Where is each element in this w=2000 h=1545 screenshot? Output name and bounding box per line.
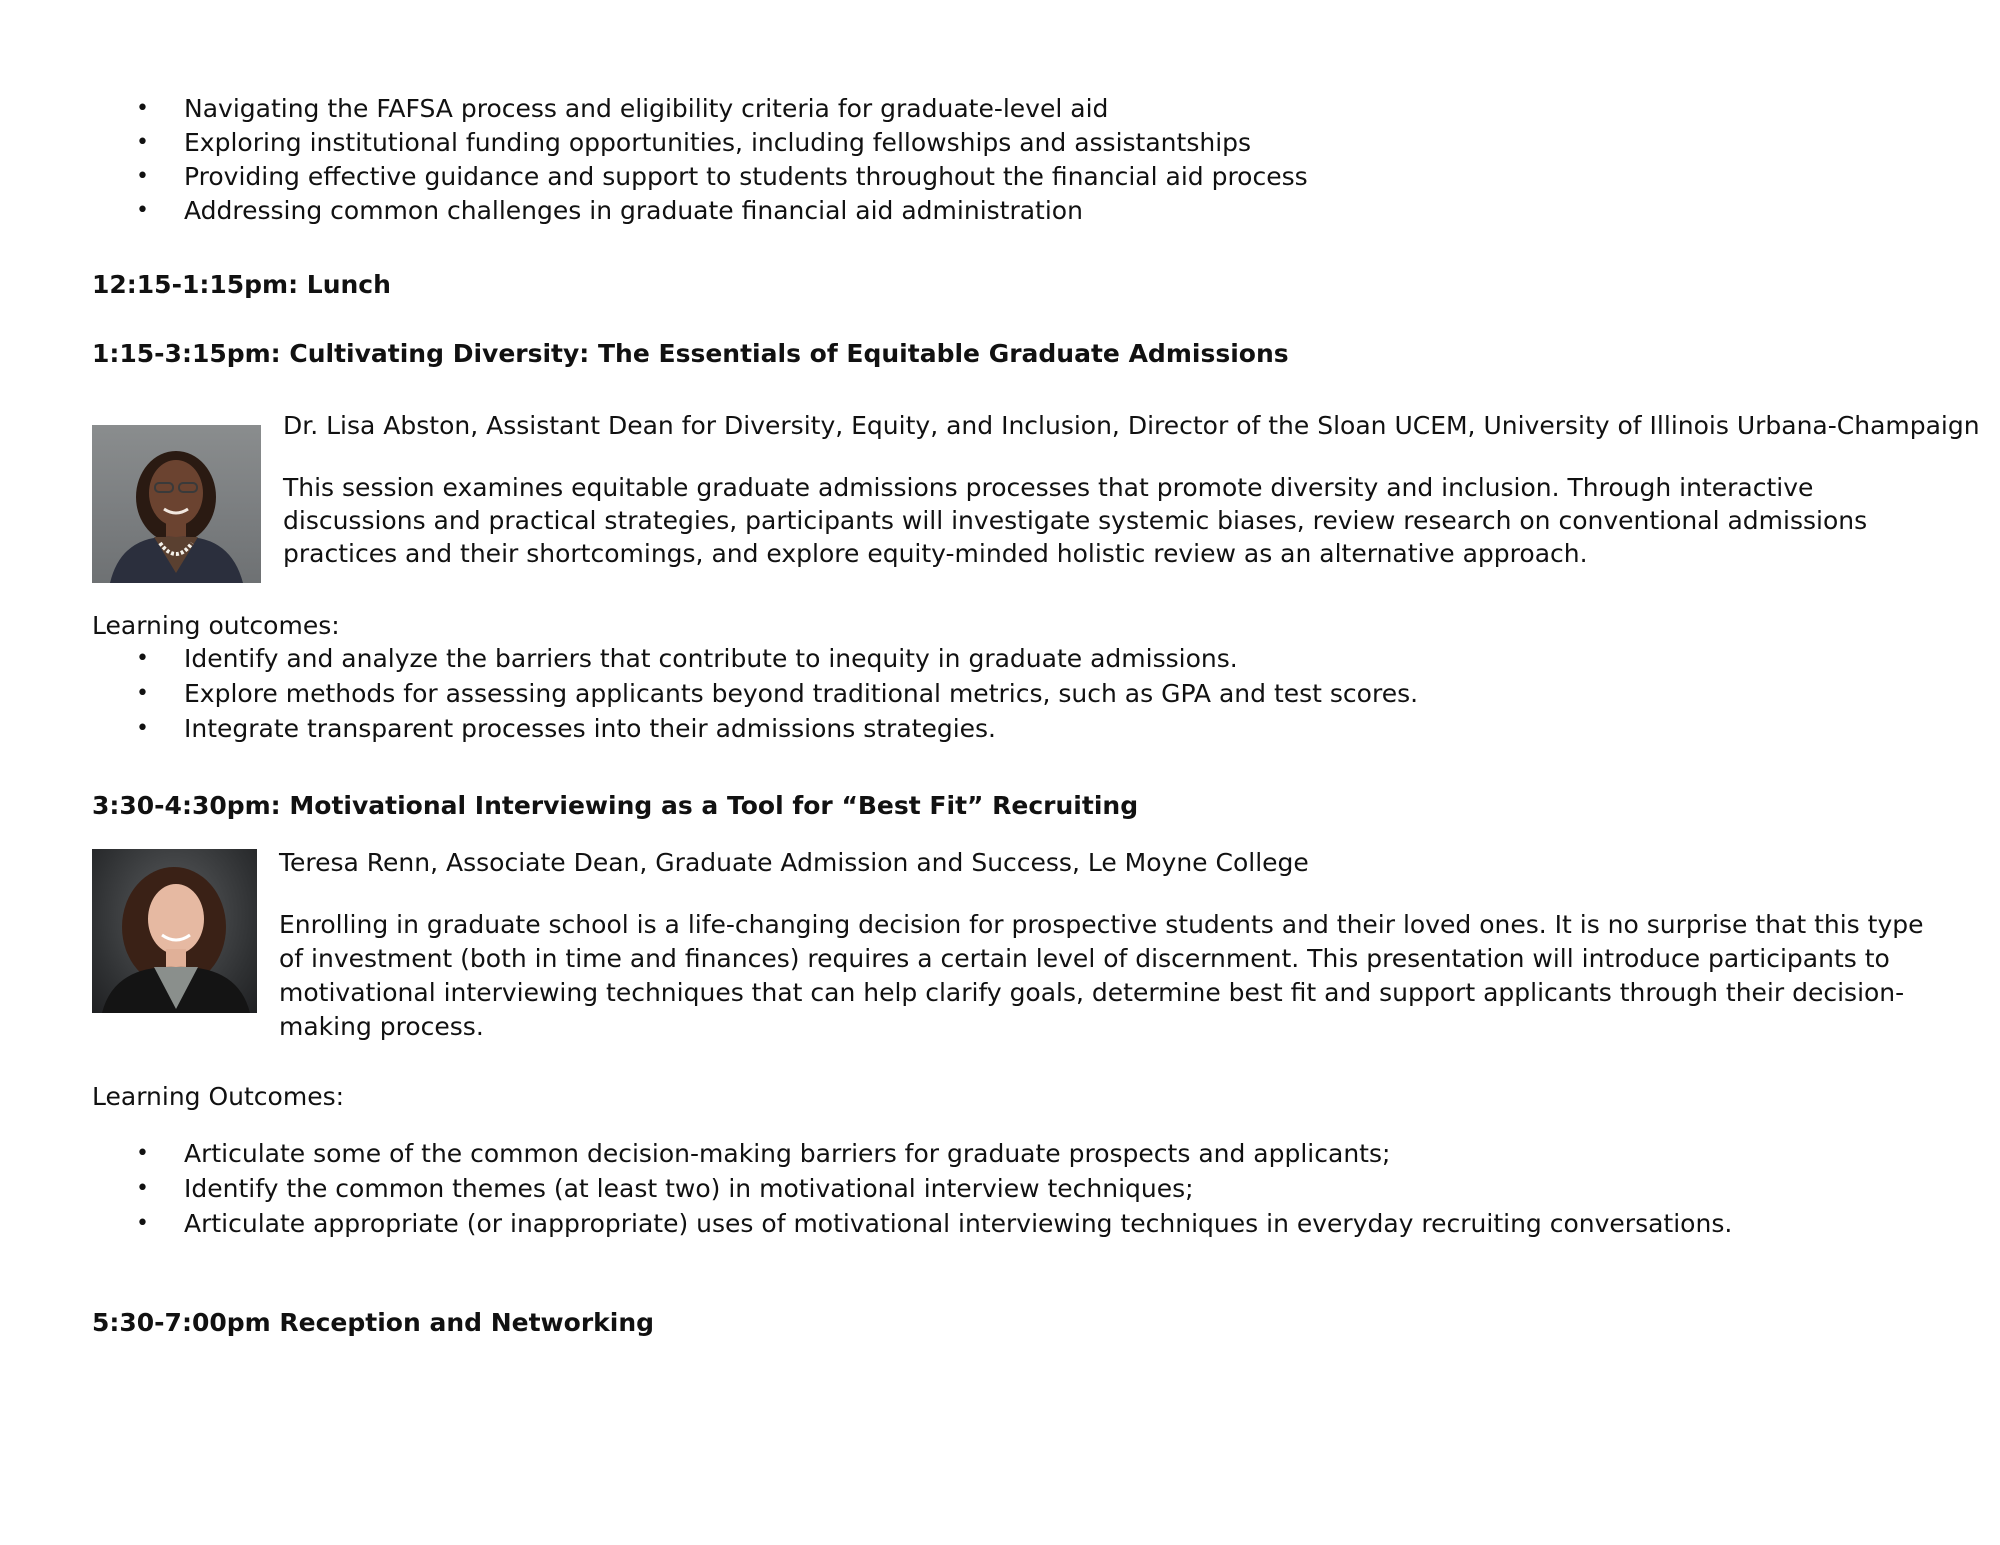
session1-outcomes-label: Learning outcomes: bbox=[92, 611, 340, 640]
speaker-name-abston: Dr. Lisa Abston, Assistant Dean for Diversity, Equity, and Inclusion, Director of the Sloan UCEM, University of Illinois Urbana-Champaign bbox=[283, 411, 1980, 440]
portrait-illustration bbox=[92, 425, 261, 583]
lunch-heading: 12:15-1:15pm: Lunch bbox=[92, 270, 391, 299]
session1-heading: 1:15-3:15pm: Cultivating Diversity: The Essentials of Equitable Graduate Admissions bbox=[92, 339, 1289, 368]
list-item: • Providing effective guidance and support to students throughout the financial aid process bbox=[92, 160, 1308, 194]
session2-description: Enrolling in graduate school is a life-changing decision for prospective students and their loved ones. It is no surprise that this type of investment (both in time and finances) requires a certain level of discernment. This presentation will introduce participants to motivational interviewing techniques that can help clarify goals, determine best fit and support applicants through their decision-making process. bbox=[279, 910, 1924, 1041]
speaker-photo-abston bbox=[92, 425, 261, 583]
speaker-name-renn: Teresa Renn, Associate Dean, Graduate Admission and Success, Le Moyne College bbox=[279, 848, 1309, 877]
financial-aid-topics-list bbox=[92, 92, 1308, 228]
speaker-photo-renn bbox=[92, 849, 257, 1013]
session1-description: This session examines equitable graduate admissions processes that promote diversity and inclusion. Through interactive discussions and practical strategies, participants will investigate systemic biases, review research on conventional admissions practices and their shortcomings, and explore equity-minded holistic review as an alternative approach. bbox=[283, 473, 1868, 568]
list-item: • Integrate transparent processes into their admissions strategies. bbox=[92, 711, 1418, 746]
list-item: • Addressing common challenges in graduate financial aid administration bbox=[92, 194, 1308, 228]
session2-heading: 3:30-4:30pm: Motivational Interviewing as a Tool for “Best Fit” Recruiting bbox=[92, 791, 1139, 820]
list-item: • Exploring institutional funding opportunities, including fellowships and assistantships bbox=[92, 126, 1308, 160]
session1-outcomes-list bbox=[92, 641, 1418, 746]
reception-heading: 5:30-7:00pm Reception and Networking bbox=[92, 1308, 655, 1337]
list-item: • Explore methods for assessing applicants beyond traditional metrics, such as GPA and test scores. bbox=[92, 676, 1418, 711]
session2-outcomes-list bbox=[92, 1136, 1732, 1241]
list-item: • Identify the common themes (at least two) in motivational interview techniques; bbox=[92, 1171, 1732, 1206]
session2-outcomes-label: Learning Outcomes: bbox=[92, 1082, 345, 1111]
list-item: • Identify and analyze the barriers that contribute to inequity in graduate admissions. bbox=[92, 641, 1418, 676]
list-item: • Articulate appropriate (or inappropriate) uses of motivational interviewing techniques in everyday recruiting conversations. bbox=[92, 1206, 1732, 1241]
portrait-illustration bbox=[92, 849, 257, 1013]
list-item: • Articulate some of the common decision-making barriers for graduate prospects and applicants; bbox=[92, 1136, 1732, 1171]
list-item: • Navigating the FAFSA process and eligibility criteria for graduate-level aid bbox=[92, 92, 1308, 126]
